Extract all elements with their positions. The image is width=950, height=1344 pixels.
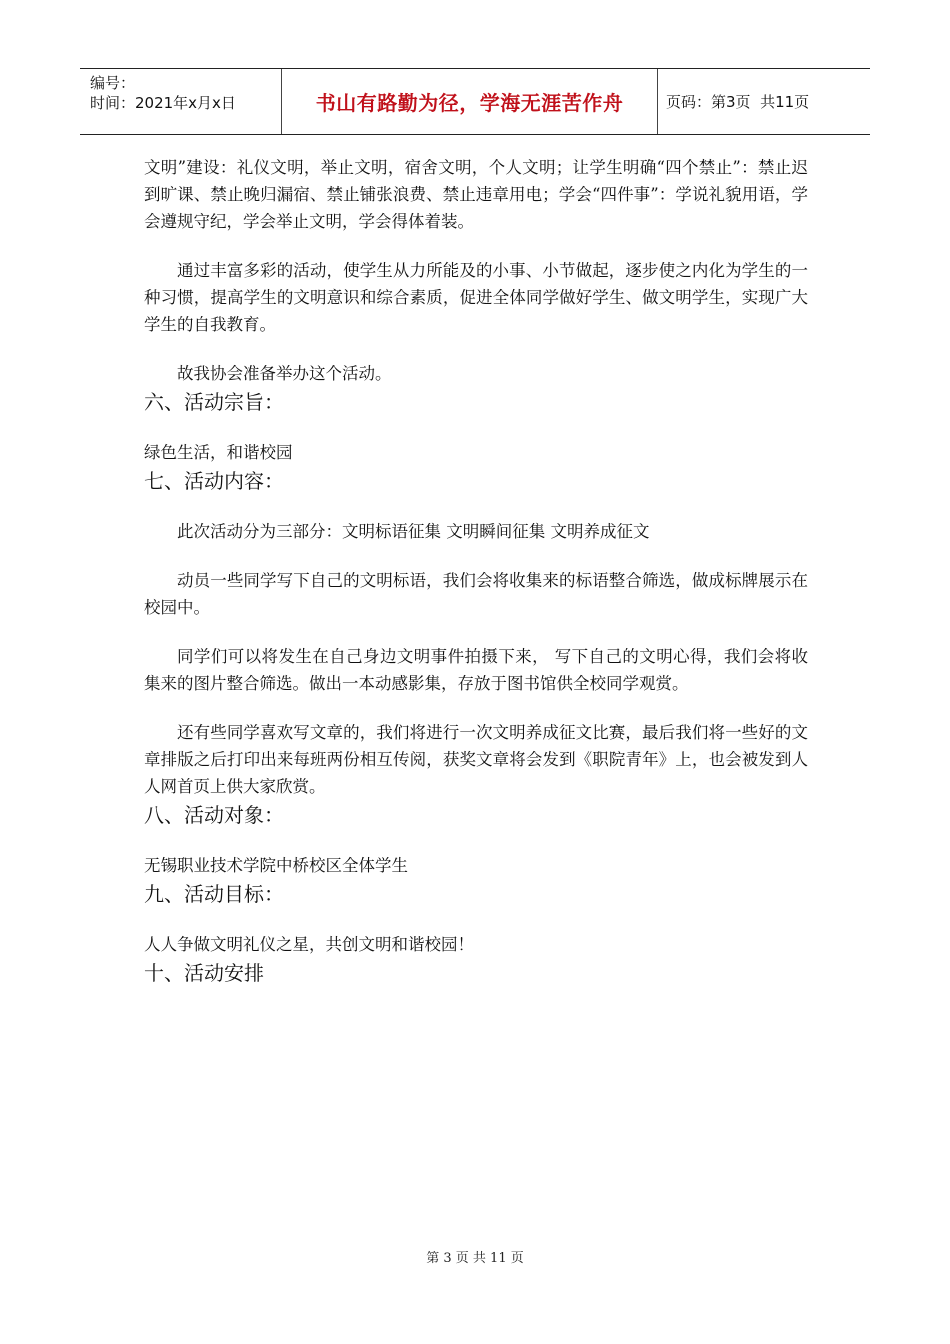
- heading-section-6: 六、活动宗旨：: [144, 390, 284, 414]
- document-number-label: 编号：: [90, 74, 136, 92]
- document-date: 时间：2021年x月x日: [90, 94, 236, 112]
- paragraph-activity-audience: 无锡职业技术学院中桥校区全体学生: [144, 856, 408, 875]
- heading-section-8: 八、活动对象：: [144, 803, 284, 827]
- paragraph-photo-collection: 同学们可以将发生在自己身边文明事件拍摄下来， 写下自己的文明心得，我们会将收集来的图片整合筛选。做出一本动感影集，存放于图书馆供全校同学观赏。: [144, 647, 808, 693]
- heading-section-7: 七、活动内容：: [144, 469, 284, 493]
- heading-section-10: 十、活动安排: [144, 961, 264, 985]
- paragraph-activity-theme: 绿色生活，和谐校园: [144, 443, 293, 462]
- heading-section-9: 九、活动目标：: [144, 882, 284, 906]
- header-meta: [80, 69, 282, 134]
- paragraph-conclusion: 故我协会准备举办这个活动。: [177, 364, 392, 383]
- paragraph-slogan-collection: 动员一些同学写下自己的文明标语，我们会将收集来的标语整合筛选，做成标牌展示在校园中。: [144, 571, 808, 617]
- document-body: [144, 154, 808, 988]
- paragraph-activity-purpose: 通过丰富多彩的活动，使学生从力所能及的小事、小节做起，逐步使之内化为学生的一种习惯，提高学生的文明意识和综合素质，促进全体同学做好学生、做文明学生，实现广大学生的自我教育。: [144, 261, 808, 334]
- paragraph-civility-rules: 文明”建设：礼仪文明，举止文明，宿舍文明，个人文明；让学生明确“四个禁止”：禁止迟到旷课、禁止晚归漏宿、禁止铺张浪费、禁止违章用电；学会“四件事”：学说礼貌用语，学会遵规守纪，学会举止文明，学会得体着装。: [144, 158, 808, 231]
- header-page-number: 页码：第3页 共11页: [666, 93, 810, 111]
- paragraph-essay-contest: 还有些同学喜欢写文章的，我们将进行一次文明养成征文比赛，最后我们将一些好的文章排版之后打印出来每班两份相互传阅，获奖文章将会发到《职院青年》上，也会被发到人人网首页上供大家欣赏。: [144, 723, 808, 796]
- page-footer: 第 3 页 共 11 页: [426, 1251, 524, 1266]
- paragraph-activity-goal: 人人争做文明礼仪之星，共创文明和谐校园！: [144, 935, 474, 954]
- page-header: [80, 68, 870, 135]
- header-page-info: [658, 69, 870, 134]
- header-motto: 书山有路勤为径，学海无涯苦作舟: [282, 69, 658, 134]
- paragraph-activity-parts: 此次活动分为三部分：文明标语征集 文明瞬间征集 文明养成征文: [177, 522, 650, 541]
